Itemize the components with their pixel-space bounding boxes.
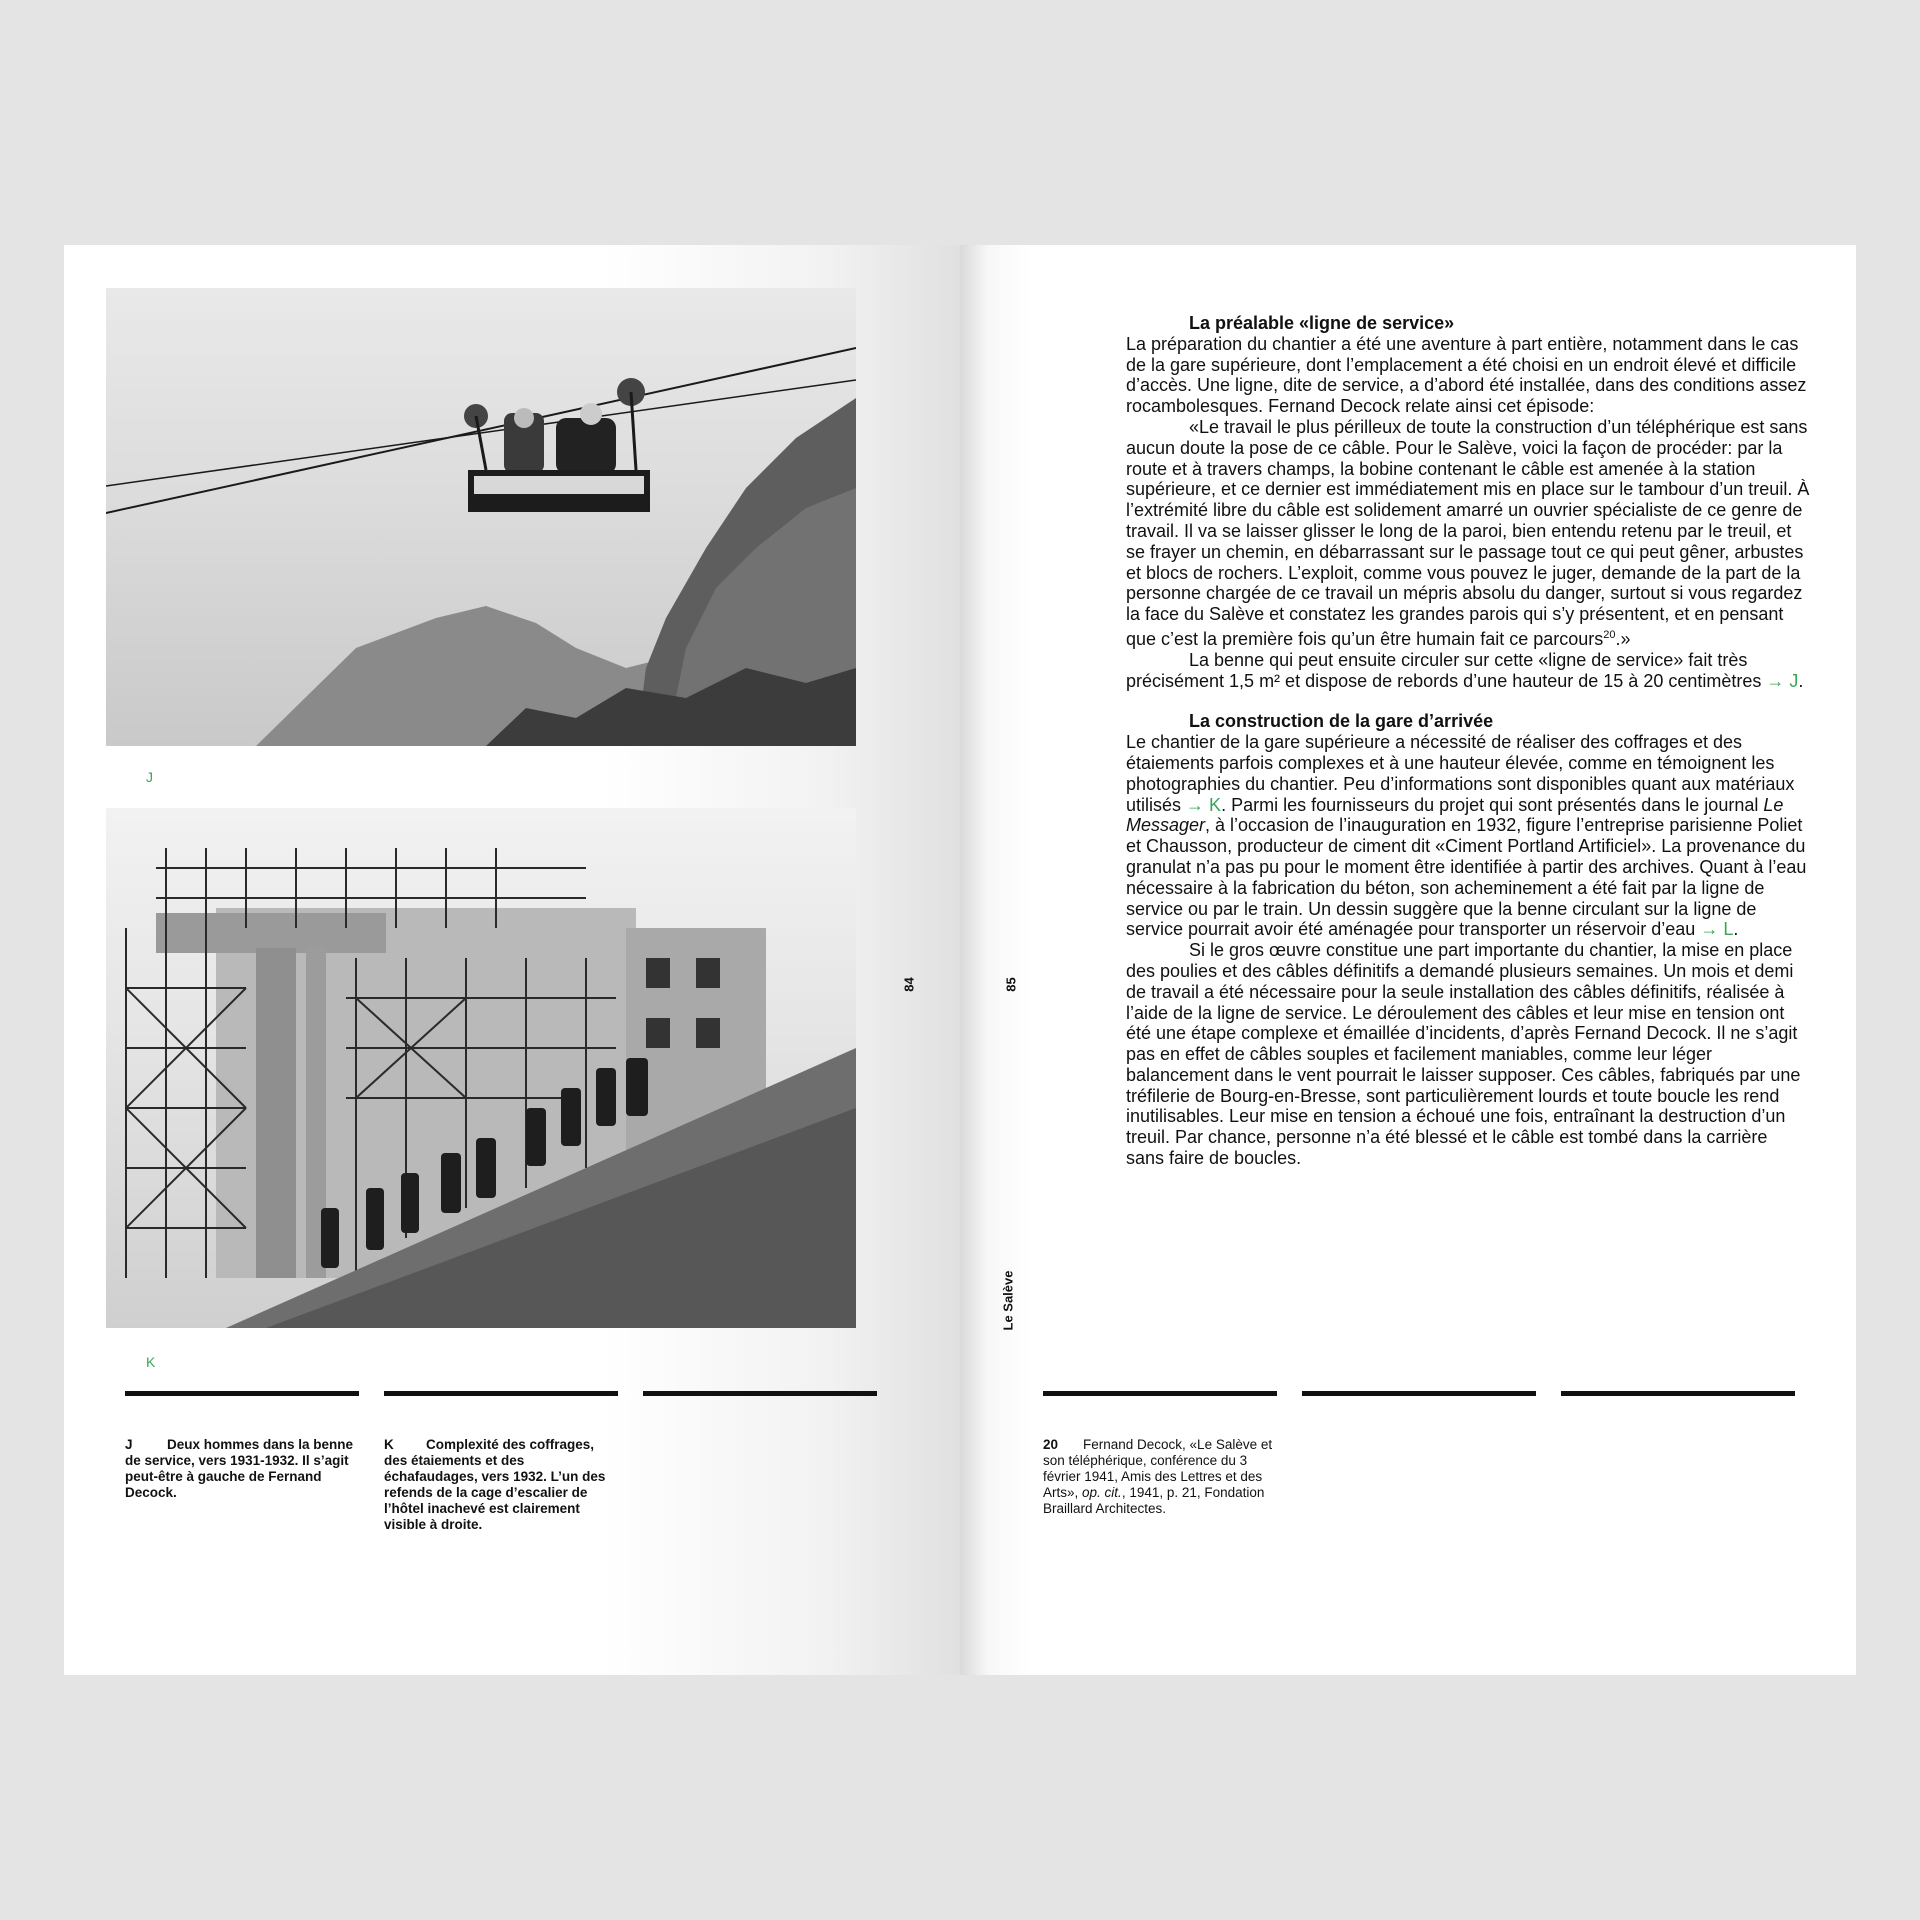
cross-ref-k[interactable]: → K (1186, 794, 1222, 815)
footnote-number: 20 (1043, 1437, 1059, 1452)
section-heading-2: La construction de la gare d’arrivée (1189, 711, 1494, 732)
footnote-rule-3 (1561, 1391, 1795, 1396)
cable-car-photo-drawing (106, 288, 856, 746)
paragraph-3-end: . (1798, 670, 1804, 691)
caption-k (384, 1437, 618, 1533)
figure-label-k: K (146, 1354, 156, 1370)
paragraph-5: Si le gros œuvre constitue une part importante du chantier, la mise en place des poulies et des câbles définitifs a demandé plusieurs semaines. Un mois et demi de travail a été nécessaire pour la seule installation des câbles définitifs, réalisée à l’aide de la ligne de service. Le déroulement des câbles et leur mise en tension ont été une étape complexe et émaillée d’incidents, d’après Fernand Decock. Il ne s’agit pas en effet de câbles souples et facilement maniables, comme leur léger balancement dans le vent pourrait le laisser supposer. Ces câbles, fabriqués par une tréfilerie de Bourg-en-Bresse, sont particulièrement lourds et toute boucle les rend inutilisables. Leur mise en tension a échoué une fois, entraînant la destruction d’un treuil. Par chance, personne n’a été blessé et le câble est tombé dans la carrière sans faire de boucles. (1126, 940, 1801, 1169)
paragraph-4 (1126, 732, 1810, 940)
body-text (1126, 313, 1810, 1169)
caption-j-letter: J (125, 1437, 133, 1452)
cross-ref-j[interactable]: → J (1766, 670, 1799, 691)
construction-photo-drawing (106, 808, 856, 1328)
caption-j-text: Deux hommes dans la benne de service, vers 1931-1932. Il s’agit peut-être à gauche de Fernand Decock. (125, 1437, 354, 1500)
left-page (64, 245, 960, 1675)
footnote-text-b: , 1941, p. 21, Fondation Braillard Architectes. (1043, 1485, 1265, 1516)
caption-rule-3 (643, 1391, 877, 1396)
footnote-ref-20[interactable]: 20 (1603, 628, 1616, 641)
footnote-text-a: Fernand Decock, «Le Salève et son téléphérique, conférence du 3 février 1941, Amis des Lettres et des Arts», (1043, 1437, 1273, 1500)
footnote-rule-1 (1043, 1391, 1277, 1396)
page-number-right: 85 (1003, 977, 1019, 992)
section-heading-1: La préalable «ligne de service» (1189, 313, 1455, 333)
paragraph-4-end: . (1733, 919, 1739, 940)
paragraph-4-c: , à l’occasion de l’inauguration en 1932, figure l’entreprise parisienne Poliet et Chausson, producteur de ciment dit «Ciment Portland Artificiel». La provenance du granulat n’a pas pu pour le moment être identifiée à partir des archives. Quant à l’eau nécessaire à la fabrication du béton, son acheminement a été fait par la ligne de service ou par le train. Un dessin suggère que la benne circulant sur la ligne de service pourrait avoir été aménagée pour transporter un réservoir d’eau (1126, 815, 1807, 940)
journal-title: Le Messager (1126, 794, 1784, 836)
caption-k-letter: K (384, 1437, 394, 1452)
photo-construction-site (106, 808, 856, 1328)
page-number-left: 84 (901, 977, 917, 992)
cross-ref-l[interactable]: → L (1700, 919, 1734, 940)
quote-text: «Le travail le plus périlleux de toute la construction d’un téléphérique est sans aucun doute la pose de ce câble. Pour le Salève, voici la façon de procéder: par la route et à travers champs, la bobine contenant le câble est amenée à la station supérieure, et ce dernier est immédiatement mis en place sur le tambour d’un treuil. À l’extrémité libre du câble est solidement amarré un ouvrier spécialiste de ce genre de travail. Il va se laisser glisser le long de la paroi, bien entendu retenu par le treuil, et se frayer un chemin, en débarrassant sur le passage tout ce qui peut gêner, arbustes et blocs de rochers. L’exploit, comme vous pouvez le juger, demande de la part de la personne chargée de ce travail un mépris absolu du danger, surtout si vous regardez la face du Salève et constatez les grandes parois qui s’y présentent, et en pensant que c’est la première fois qu’un être humain fait ce parcours (1126, 416, 1810, 649)
photo-cable-car-benne (106, 288, 856, 746)
running-head: Le Salève (1000, 1270, 1016, 1331)
figure-label-j: J (146, 769, 153, 785)
paragraph-3 (1126, 650, 1810, 692)
right-page (960, 245, 1856, 1675)
paragraph-3-text: La benne qui peut ensuite circuler sur cette «ligne de service» fait très précisément 1,5 m² et dispose de rebords d’une hauteur de 15 à 20 centimètres (1126, 649, 1762, 691)
quote-end: .» (1615, 628, 1631, 649)
caption-rule-2 (384, 1391, 618, 1396)
footnote-20 (1043, 1437, 1283, 1517)
footnote-rule-2 (1302, 1391, 1536, 1396)
paragraph-4-a: Le chantier de la gare supérieure a nécessité de réaliser des coffrages et des étaiements parfois complexes et à une hauteur élevée, comme en témoignent les photographies du chantier. Peu d’informations sont disponibles quant aux matériaux utilisés (1126, 732, 1795, 815)
quote-paragraph (1126, 417, 1810, 650)
caption-rule-1 (125, 1391, 359, 1396)
paragraph-1: La préparation du chantier a été une aventure à part entière, notamment dans le cas de la gare supérieure, dont l’emplacement a été choisi en un endroit élevé et difficile d’accès. Une ligne, dite de service, a d’abord été installée, dans des conditions assez rocambolesques. Fernand Decock relate ainsi cet épisode: (1126, 333, 1807, 417)
footnote-op-cit: op. cit. (1082, 1485, 1122, 1500)
caption-j (125, 1437, 359, 1501)
caption-k-text: Complexité des coffrages, des étaiements et des échafaudages, vers 1932. L’un des refends de la cage d’escalier de l’hôtel inachevé est clairement visible à droite. (384, 1437, 606, 1532)
paragraph-4-b: . Parmi les fournisseurs du projet qui sont présentés dans le journal (1221, 794, 1759, 815)
